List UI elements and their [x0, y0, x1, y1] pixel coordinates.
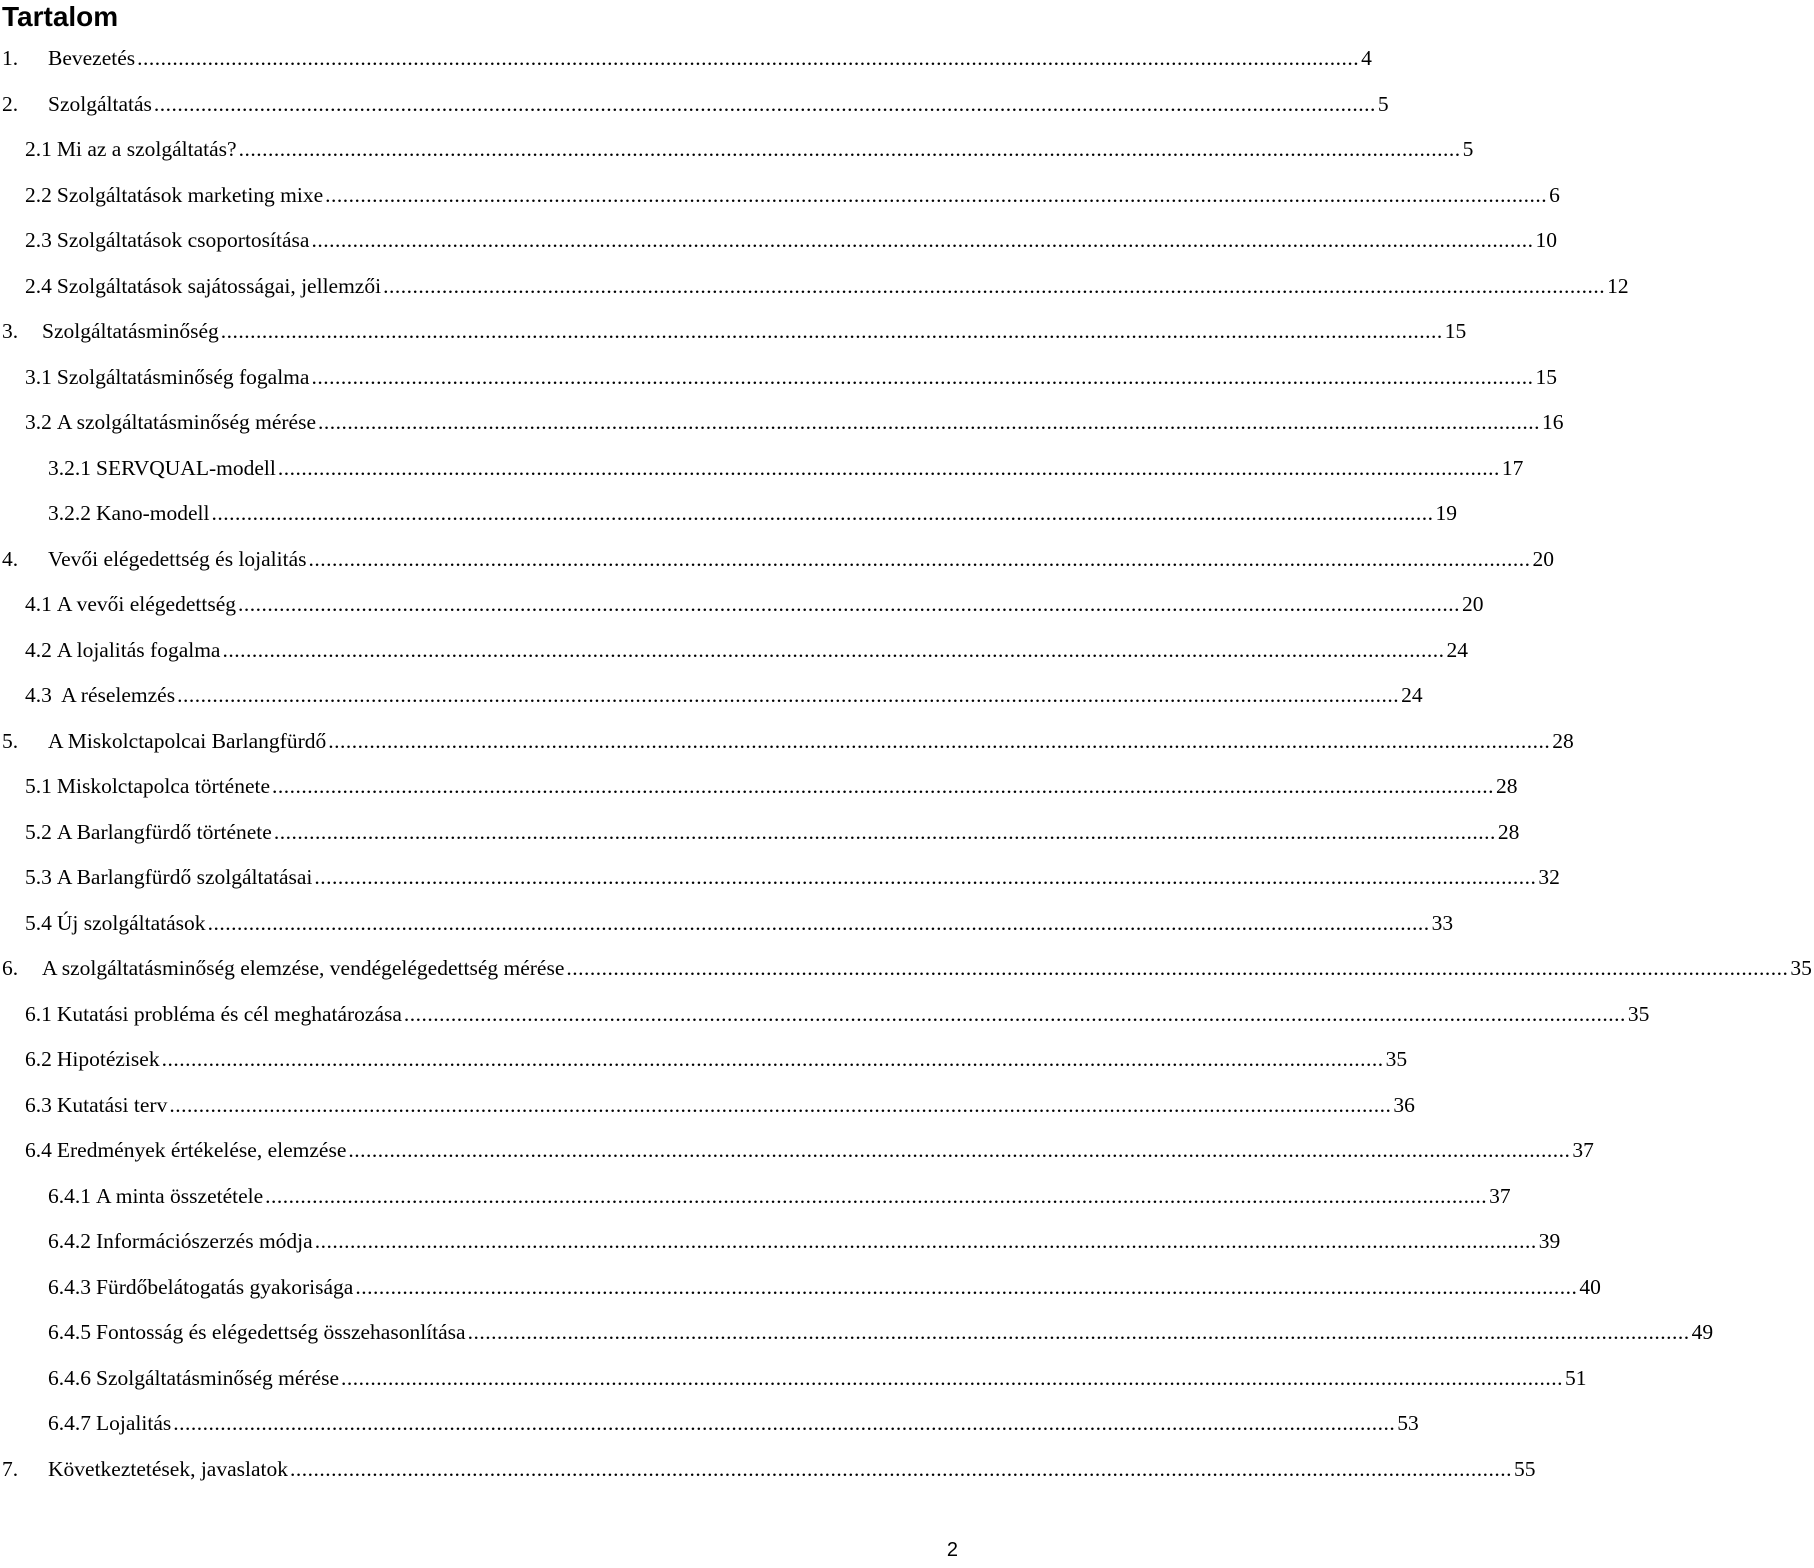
toc-entry-number: 3.2: [25, 410, 52, 434]
toc-entry-number: 4.: [2, 546, 19, 571]
toc-entry-page: 24: [1446, 637, 1468, 662]
toc-entry-number: 6.4.2: [48, 1229, 91, 1253]
toc-entry[interactable]: [0, 45, 1372, 91]
toc-entry-title: Szolgáltatások marketing mixe: [56, 182, 324, 207]
toc-dot-leader: ................................................................................................................................................................................................................: [161, 1047, 1384, 1071]
toc-dot-leader: ................................................................................................................................................................................................................: [237, 592, 1460, 616]
toc-entry-number: 6.4.6: [48, 1365, 91, 1390]
toc-entry-number: 6.4.5: [48, 1320, 91, 1344]
toc-entry-number: 6.4: [25, 1138, 52, 1162]
toc-entry-page: 37: [1572, 1138, 1594, 1162]
toc-entry-page: 5: [1377, 91, 1389, 116]
toc-entry-title: Kutatási probléma és cél meghatározása: [56, 1001, 402, 1026]
toc-entry-title: Kutatási terv: [56, 1092, 168, 1117]
toc-dot-leader: ................................................................................................................................................................................................................: [318, 410, 1540, 434]
toc-entry-title: Új szolgáltatások: [56, 910, 206, 935]
toc-entry-number: 3.1: [25, 364, 52, 389]
toc-entry-number: 6.4.1: [48, 1183, 91, 1208]
toc-entry-title: Eredmények értékelése, elemzése: [56, 1138, 347, 1162]
toc-entry-title: A lojalitás fogalma: [56, 637, 221, 662]
toc-entry[interactable]: [0, 546, 1555, 592]
toc-entry[interactable]: [0, 455, 1524, 501]
toc-entry-number: 2.3: [25, 228, 52, 252]
toc-entry-page: 19: [1435, 501, 1457, 525]
toc-entry[interactable]: [0, 591, 1484, 637]
toc-entry-number: 6.3: [25, 1092, 52, 1117]
toc-entry[interactable]: [0, 1137, 1594, 1183]
toc-entry[interactable]: [0, 500, 1457, 546]
toc-entry[interactable]: [0, 1274, 1601, 1320]
toc-dot-leader: ................................................................................................................................................................................................................: [383, 273, 1606, 298]
toc-entry-page: 15: [1535, 364, 1557, 389]
toc-entry[interactable]: [0, 1001, 1650, 1047]
toc-dot-leader: ................................................................................................................................................................................................................: [314, 865, 1537, 889]
toc-dot-leader: ................................................................................................................................................................................................................: [265, 1183, 1488, 1208]
toc-dot-leader: ................................................................................................................................................................................................................: [273, 819, 1496, 844]
toc-entry[interactable]: [0, 1319, 1714, 1365]
toc-entry-title: A szolgáltatásminőség mérése: [56, 410, 316, 434]
toc-dot-leader: ................................................................................................................................................................................................................: [277, 455, 1500, 480]
toc-entry-page: 28: [1552, 728, 1574, 753]
toc-entry-page: 35: [1627, 1001, 1650, 1026]
toc-entry-title: Kano-modell: [96, 501, 210, 525]
toc-entry-number: 3.2.1: [48, 455, 91, 480]
toc-entry-page: 20: [1461, 592, 1484, 616]
toc-entry-title: Fürdőbelátogatás gyakorisága: [96, 1274, 354, 1299]
toc-entry-number: 4.1: [25, 592, 52, 616]
toc-dot-leader: ................................................................................................................................................................................................................: [403, 1001, 1626, 1026]
toc-entry-page: 4: [1361, 46, 1372, 70]
toc-entry[interactable]: [0, 1456, 1536, 1502]
toc-entry-number: 6.4.3: [48, 1274, 91, 1299]
toc-dot-leader: ................................................................................................................................................................................................................: [341, 1365, 1563, 1390]
toc-entry[interactable]: [0, 409, 1564, 455]
toc-entry-number: 5.1: [25, 774, 52, 798]
toc-dot-leader: ................................................................................................................................................................................................................: [355, 1274, 1578, 1299]
toc-entry-title: Vevői elégedettség és lojalitás: [48, 546, 307, 571]
toc-entry-number: 3.: [2, 319, 19, 343]
toc-dot-leader: ................................................................................................................................................................................................................: [308, 546, 1531, 571]
toc-entry-title: A Barlangfürdő szolgáltatásai: [56, 865, 313, 889]
table-of-contents: [0, 45, 1812, 1501]
toc-entry-page: 6: [1549, 182, 1560, 207]
toc-entry-page: 15: [1444, 319, 1467, 343]
toc-entry-number: 2.2: [25, 182, 52, 207]
toc-entry-number: 5.: [2, 728, 19, 753]
toc-entry-number: 2.: [2, 91, 19, 116]
toc-entry-page: 16: [1542, 410, 1564, 434]
toc-entry-title: Mi az a szolgáltatás?: [56, 137, 237, 161]
toc-entry-title: Szolgáltatásminőség fogalma: [56, 364, 310, 389]
toc-entry-number: 4.2: [25, 637, 52, 662]
toc-entry-number: 4.3: [25, 683, 52, 707]
toc-entry-number: 1.: [2, 46, 19, 70]
toc-entry[interactable]: [0, 273, 1629, 319]
toc-entry-number: 3.2.2: [48, 501, 91, 525]
toc-dot-leader: ................................................................................................................................................................................................................: [325, 182, 1548, 207]
toc-entry[interactable]: [0, 1046, 1408, 1092]
toc-dot-leader: ................................................................................................................................................................................................................: [311, 364, 1534, 389]
toc-entry-title: A Miskolctapolcai Barlangfürdő: [48, 728, 327, 753]
toc-entry[interactable]: [0, 910, 1454, 956]
toc-entry-number: 2.4: [25, 273, 52, 298]
toc-entry-page: 35: [1385, 1047, 1408, 1071]
toc-entry-page: 55: [1514, 1456, 1536, 1481]
toc-entry[interactable]: [0, 637, 1468, 683]
toc-entry-title: A réselemzés: [56, 683, 176, 707]
toc-entry[interactable]: [0, 91, 1389, 137]
toc-entry[interactable]: [0, 773, 1518, 819]
toc-entry-title: Szolgáltatásminőség: [42, 319, 219, 343]
toc-entry-page: 53: [1397, 1411, 1419, 1435]
toc-dot-leader: ................................................................................................................................................................................................................: [348, 1138, 1571, 1162]
toc-entry-page: 35: [1790, 956, 1812, 980]
toc-entry-number: 5.3: [25, 865, 52, 889]
toc-dot-leader: ................................................................................................................................................................................................................: [211, 501, 1434, 525]
toc-entry-title: Bevezetés: [48, 46, 136, 70]
toc-dot-leader: ................................................................................................................................................................................................................: [169, 1092, 1392, 1117]
toc-dot-leader: ................................................................................................................................................................................................................: [566, 956, 1789, 980]
toc-entry-number: 6.2: [25, 1047, 52, 1071]
toc-entry-title: Szolgáltatások sajátosságai, jellemzői: [56, 273, 382, 298]
toc-entry[interactable]: [0, 227, 1557, 273]
toc-dot-leader: ................................................................................................................................................................................................................: [314, 1229, 1537, 1253]
toc-dot-leader: ................................................................................................................................................................................................................: [177, 683, 1400, 707]
toc-entry-page: 5: [1462, 137, 1474, 161]
toc-entry-number: 6.: [2, 956, 19, 980]
toc-entry-title: Szolgáltatásminőség mérése: [96, 1365, 339, 1390]
toc-entry-number: 5.4: [25, 910, 52, 935]
toc-entry[interactable]: [0, 682, 1423, 728]
toc-dot-leader: ................................................................................................................................................................................................................: [153, 91, 1376, 116]
toc-entry-number: 2.1: [25, 137, 52, 161]
toc-entry-title: Fontosság és elégedettség összehasonlítása: [96, 1320, 466, 1344]
toc-entry-page: 51: [1565, 1365, 1587, 1390]
toc-entry-number: 5.2: [25, 819, 52, 844]
toc-entry-title: SERVQUAL-modell: [96, 455, 276, 480]
toc-entry-page: 33: [1431, 910, 1454, 935]
toc-dot-leader: ................................................................................................................................................................................................................: [328, 728, 1551, 753]
toc-dot-leader: ................................................................................................................................................................................................................: [207, 910, 1430, 935]
toc-entry-title: Szolgáltatás: [48, 91, 152, 116]
toc-entry[interactable]: [0, 1365, 1587, 1411]
toc-entry-title: Információszerzés módja: [96, 1229, 313, 1253]
toc-dot-leader: ................................................................................................................................................................................................................: [222, 637, 1445, 662]
toc-entry-title: A vevői elégedettség: [56, 592, 236, 616]
toc-dot-leader: ................................................................................................................................................................................................................: [311, 228, 1534, 252]
toc-entry[interactable]: [0, 136, 1474, 182]
toc-entry-title: Hipotézisek: [56, 1047, 160, 1071]
toc-entry-page: 40: [1579, 1274, 1601, 1299]
toc-entry-page: 12: [1607, 273, 1629, 298]
toc-entry-page: 17: [1501, 455, 1524, 480]
toc-dot-leader: ................................................................................................................................................................................................................: [290, 1456, 1512, 1481]
toc-entry-title: A szolgáltatásminőség elemzése, vendégelégedettség mérése: [42, 956, 565, 980]
toc-dot-leader: ................................................................................................................................................................................................................: [173, 1411, 1396, 1435]
toc-entry-page: 28: [1496, 774, 1518, 798]
toc-entry[interactable]: [0, 728, 1574, 774]
toc-entry[interactable]: [0, 955, 1812, 1001]
toc-dot-leader: ................................................................................................................................................................................................................: [238, 137, 1461, 161]
page-number: 2: [946, 1539, 958, 1561]
toc-entry[interactable]: [0, 1092, 1415, 1138]
toc-dot-leader: ................................................................................................................................................................................................................: [272, 774, 1495, 798]
toc-entry-number: 6.1: [25, 1001, 52, 1026]
toc-dot-leader: ................................................................................................................................................................................................................: [220, 319, 1443, 343]
toc-entry-number: 7.: [2, 1456, 19, 1481]
toc-entry-page: 49: [1691, 1320, 1714, 1344]
toc-entry-title: Következtetések, javaslatok: [48, 1456, 288, 1481]
toc-entry[interactable]: [0, 1410, 1419, 1456]
toc-entry-title: Miskolctapolca története: [56, 774, 271, 798]
page-title: Tartalom: [2, 1, 119, 32]
toc-entry-page: 32: [1538, 865, 1560, 889]
toc-entry-title: A Barlangfürdő története: [56, 819, 272, 844]
toc-entry-page: 10: [1535, 228, 1557, 252]
toc-entry-page: 28: [1497, 819, 1520, 844]
toc-entry-page: 37: [1489, 1183, 1511, 1208]
toc-entry-title: A minta összetétele: [96, 1183, 264, 1208]
toc-entry-title: Szolgáltatások csoportosítása: [56, 228, 310, 252]
toc-entry[interactable]: [0, 864, 1560, 910]
toc-entry[interactable]: [0, 318, 1467, 364]
toc-entry-page: 20: [1532, 546, 1555, 571]
toc-entry-number: 6.4.7: [48, 1411, 91, 1435]
toc-entry-title: Lojalitás: [96, 1411, 172, 1435]
toc-entry[interactable]: [0, 364, 1557, 410]
toc-entry[interactable]: [0, 1228, 1561, 1274]
toc-entry-page: 24: [1401, 683, 1423, 707]
toc-entry[interactable]: [0, 182, 1560, 228]
toc-dot-leader: ................................................................................................................................................................................................................: [467, 1320, 1690, 1344]
toc-dot-leader: ................................................................................................................................................................................................................: [137, 46, 1360, 70]
toc-entry[interactable]: [0, 1183, 1511, 1229]
toc-entry-page: 39: [1538, 1229, 1561, 1253]
toc-entry[interactable]: [0, 819, 1520, 865]
toc-entry-page: 36: [1393, 1092, 1415, 1117]
